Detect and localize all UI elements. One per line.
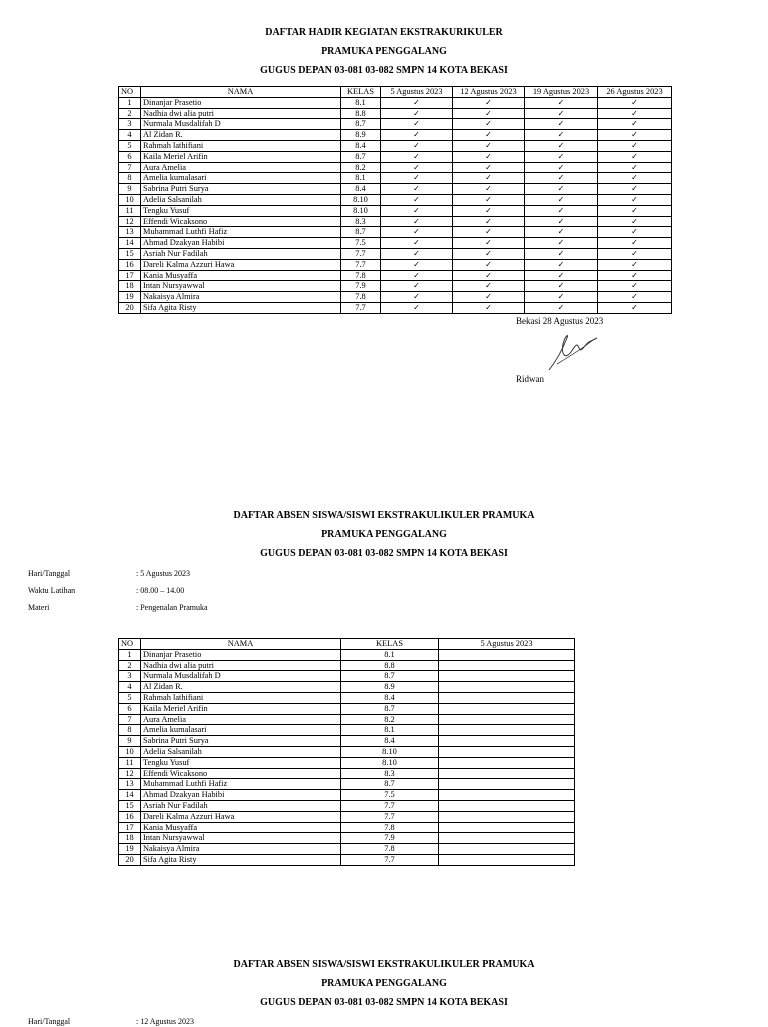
table-row: [119, 854, 575, 865]
table-row: [119, 173, 672, 184]
row-no: 8: [119, 173, 141, 184]
row-no: 14: [119, 238, 141, 249]
row-kelas: 8.4: [341, 140, 381, 151]
table-row: [119, 259, 672, 270]
table-row: [119, 811, 575, 822]
table-row: [119, 184, 672, 195]
row-kelas: 7.8: [341, 822, 439, 833]
row-no: 1: [119, 97, 141, 108]
doc2-waktu-value: : 08.00 – 14.00: [136, 586, 185, 595]
row-attendance-empty: [439, 768, 575, 779]
row-nama: Asriah Nur Fadilah: [141, 248, 341, 259]
row-nama: Dareli Kalma Azzuri Hawa: [141, 259, 341, 270]
row-attendance-empty: [439, 833, 575, 844]
row-nama: Asriah Nur Fadilah: [141, 800, 341, 811]
table-row: [119, 97, 672, 108]
table-row: [119, 281, 672, 292]
table-row: [119, 703, 575, 714]
check-icon: ✓: [381, 140, 453, 151]
table-row: [119, 119, 672, 130]
row-kelas: 8.1: [341, 649, 439, 660]
check-icon: ✓: [381, 108, 453, 119]
check-icon: ✓: [598, 151, 672, 162]
row-kelas: 8.7: [341, 119, 381, 130]
table-row: [119, 768, 575, 779]
doc3-title-line3: GUGUS DEPAN 03-081 03-082 SMPN 14 KOTA BEKASI: [260, 997, 508, 1008]
check-icon: ✓: [381, 205, 453, 216]
doc2-materi-label: Materi: [28, 603, 50, 612]
row-attendance-empty: [439, 703, 575, 714]
row-nama: Intan Nursyawwal: [141, 281, 341, 292]
row-kelas: 8.1: [341, 97, 381, 108]
header-date-3: 19 Agustus 2023: [525, 87, 598, 98]
row-no: 11: [119, 757, 141, 768]
row-attendance-empty: [439, 844, 575, 855]
row-no: 17: [119, 270, 141, 281]
row-nama: Sabrina Putri Surya: [141, 736, 341, 747]
row-no: 8: [119, 725, 141, 736]
check-icon: ✓: [453, 259, 525, 270]
check-icon: ✓: [381, 173, 453, 184]
doc2-title-line2: PRAMUKA PENGGALANG: [321, 529, 447, 540]
check-icon: ✓: [598, 216, 672, 227]
row-kelas: 8.9: [341, 130, 381, 141]
row-no: 16: [119, 811, 141, 822]
table-row: [119, 270, 672, 281]
row-nama: Muhammad Luthfi Hafiz: [141, 227, 341, 238]
table-row: [119, 692, 575, 703]
check-icon: ✓: [381, 151, 453, 162]
doc3-title-line1: DAFTAR ABSEN SISWA/SISWI EKSTRAKULIKULER PRAMUKA: [233, 959, 535, 970]
row-no: 3: [119, 119, 141, 130]
row-kelas: 8.2: [341, 162, 381, 173]
table-row: [119, 162, 672, 173]
check-icon: ✓: [598, 302, 672, 313]
row-attendance-empty: [439, 671, 575, 682]
check-icon: ✓: [598, 130, 672, 141]
check-icon: ✓: [453, 302, 525, 313]
row-kelas: 7.7: [341, 854, 439, 865]
row-kelas: 7.7: [341, 259, 381, 270]
check-icon: ✓: [525, 151, 598, 162]
row-nama: Al Zidan R.: [141, 130, 341, 141]
row-attendance-empty: [439, 822, 575, 833]
row-kelas: 8.3: [341, 216, 381, 227]
row-no: 13: [119, 779, 141, 790]
row-no: 19: [119, 292, 141, 303]
row-nama: Nurmala Musdalifah D: [141, 119, 341, 130]
check-icon: ✓: [525, 281, 598, 292]
check-icon: ✓: [525, 97, 598, 108]
row-kelas: 8.3: [341, 768, 439, 779]
check-icon: ✓: [381, 97, 453, 108]
row-kelas: 8.9: [341, 682, 439, 693]
row-no: 9: [119, 736, 141, 747]
row-no: 2: [119, 108, 141, 119]
row-kelas: 8.7: [341, 703, 439, 714]
row-no: 6: [119, 703, 141, 714]
row-no: 12: [119, 768, 141, 779]
row-kelas: 7.7: [341, 248, 381, 259]
check-icon: ✓: [525, 248, 598, 259]
row-nama: Al Zidan R.: [141, 682, 341, 693]
row-nama: Dinanjar Prasetio: [141, 97, 341, 108]
row-attendance-empty: [439, 811, 575, 822]
row-no: 17: [119, 822, 141, 833]
row-nama: Muhammad Luthfi Hafiz: [141, 779, 341, 790]
row-attendance-empty: [439, 692, 575, 703]
row-no: 19: [119, 844, 141, 855]
row-no: 6: [119, 151, 141, 162]
row-nama: Nakaisya Almira: [141, 844, 341, 855]
doc1-title-line3: GUGUS DEPAN 03-081 03-082 SMPN 14 KOTA BEKASI: [260, 65, 508, 76]
row-no: 2: [119, 660, 141, 671]
table-row: [119, 194, 672, 205]
row-no: 10: [119, 746, 141, 757]
row-no: 15: [119, 248, 141, 259]
row-nama: Kania Musyaffa: [141, 270, 341, 281]
table-row: [119, 292, 672, 303]
row-nama: Ahmad Dzakyan Habibi: [141, 790, 341, 801]
row-nama: Effendi Wicaksono: [141, 768, 341, 779]
row-nama: Ahmad Dzakyan Habibi: [141, 238, 341, 249]
row-nama: Adelia Salsanilah: [141, 746, 341, 757]
row-no: 14: [119, 790, 141, 801]
row-nama: Sifa Agita Risty: [141, 302, 341, 313]
header-date-1: 5 Agustus 2023: [439, 639, 575, 650]
check-icon: ✓: [525, 194, 598, 205]
row-nama: Aura Amelia: [141, 162, 341, 173]
header-kelas: KELAS: [341, 639, 439, 650]
check-icon: ✓: [453, 270, 525, 281]
check-icon: ✓: [381, 259, 453, 270]
row-nama: Nadhia dwi alia putri: [141, 108, 341, 119]
doc1-title-line1: DAFTAR HADIR KEGIATAN EKSTRAKURIKULER: [265, 27, 503, 38]
row-kelas: 8.7: [341, 779, 439, 790]
check-icon: ✓: [525, 162, 598, 173]
table-row: [119, 714, 575, 725]
row-kelas: 8.2: [341, 714, 439, 725]
doc2-hari-value: : 5 Agustus 2023: [136, 569, 191, 578]
doc3-hari-label: Hari/Tanggal: [28, 1017, 71, 1026]
signature-place-date: Bekasi 28 Agustus 2023: [516, 316, 604, 326]
table-row: [119, 130, 672, 141]
row-no: 20: [119, 302, 141, 313]
row-kelas: 7.9: [341, 281, 381, 292]
row-nama: Sifa Agita Risty: [141, 854, 341, 865]
row-no: 4: [119, 130, 141, 141]
row-kelas: 7.5: [341, 238, 381, 249]
header-no: NO: [119, 639, 141, 650]
check-icon: ✓: [598, 194, 672, 205]
row-no: 12: [119, 216, 141, 227]
check-icon: ✓: [598, 227, 672, 238]
row-kelas: 7.8: [341, 270, 381, 281]
row-no: 1: [119, 649, 141, 660]
check-icon: ✓: [525, 270, 598, 281]
header-nama: NAMA: [141, 87, 341, 98]
table-row: [119, 682, 575, 693]
table-row: [119, 671, 575, 682]
check-icon: ✓: [453, 238, 525, 249]
row-attendance-empty: [439, 649, 575, 660]
check-icon: ✓: [453, 119, 525, 130]
check-icon: ✓: [453, 281, 525, 292]
table-row: [119, 800, 575, 811]
row-kelas: 7.8: [341, 844, 439, 855]
check-icon: ✓: [453, 162, 525, 173]
row-no: 18: [119, 833, 141, 844]
attendance-table-1: [118, 86, 672, 314]
row-kelas: 8.10: [341, 194, 381, 205]
table-row: [119, 108, 672, 119]
row-kelas: 8.4: [341, 692, 439, 703]
check-icon: ✓: [453, 151, 525, 162]
row-nama: Effendi Wicaksono: [141, 216, 341, 227]
row-kelas: 8.8: [341, 108, 381, 119]
row-nama: Rahmah lathifiani: [141, 692, 341, 703]
check-icon: ✓: [598, 184, 672, 195]
doc2-title-line1: DAFTAR ABSEN SISWA/SISWI EKSTRAKULIKULER PRAMUKA: [233, 510, 535, 521]
doc3-hari-value: : 12 Agustus 2023: [136, 1017, 195, 1026]
check-icon: ✓: [453, 173, 525, 184]
check-icon: ✓: [381, 130, 453, 141]
check-icon: ✓: [381, 227, 453, 238]
check-icon: ✓: [525, 108, 598, 119]
row-attendance-empty: [439, 790, 575, 801]
row-attendance-empty: [439, 725, 575, 736]
row-nama: Tengku Yusuf: [141, 205, 341, 216]
row-attendance-empty: [439, 757, 575, 768]
row-no: 10: [119, 194, 141, 205]
row-no: 15: [119, 800, 141, 811]
check-icon: ✓: [453, 130, 525, 141]
row-nama: Aura Amelia: [141, 714, 341, 725]
table-row: [119, 227, 672, 238]
row-kelas: 8.1: [341, 725, 439, 736]
doc1-title-line2: PRAMUKA PENGGALANG: [321, 46, 447, 57]
row-kelas: 7.7: [341, 800, 439, 811]
signature-image: [543, 330, 603, 374]
header-date-1: 5 Agustus 2023: [381, 87, 453, 98]
doc2-title-line3: GUGUS DEPAN 03-081 03-082 SMPN 14 KOTA BEKASI: [260, 548, 508, 559]
row-attendance-empty: [439, 736, 575, 747]
table-row: [119, 746, 575, 757]
check-icon: ✓: [381, 238, 453, 249]
table-row: [119, 248, 672, 259]
check-icon: ✓: [453, 97, 525, 108]
check-icon: ✓: [453, 216, 525, 227]
row-nama: Intan Nursyawwal: [141, 833, 341, 844]
header-no: NO: [119, 87, 141, 98]
table-row: [119, 140, 672, 151]
check-icon: ✓: [381, 292, 453, 303]
check-icon: ✓: [525, 205, 598, 216]
row-kelas: 7.8: [341, 292, 381, 303]
row-kelas: 8.1: [341, 173, 381, 184]
row-nama: Kaila Meriel Arifin: [141, 151, 341, 162]
check-icon: ✓: [598, 292, 672, 303]
row-kelas: 7.9: [341, 833, 439, 844]
doc2-materi-value: : Pengenalan Pramuka: [136, 603, 208, 612]
row-nama: Nakaisya Almira: [141, 292, 341, 303]
check-icon: ✓: [525, 140, 598, 151]
check-icon: ✓: [598, 97, 672, 108]
check-icon: ✓: [525, 184, 598, 195]
table-row: [119, 736, 575, 747]
header-date-4: 26 Agustus 2023: [598, 87, 672, 98]
row-attendance-empty: [439, 714, 575, 725]
check-icon: ✓: [598, 270, 672, 281]
check-icon: ✓: [453, 184, 525, 195]
check-icon: ✓: [453, 205, 525, 216]
check-icon: ✓: [598, 173, 672, 184]
check-icon: ✓: [525, 259, 598, 270]
doc2-hari-label: Hari/Tanggal: [28, 569, 71, 578]
signer-name: Ridwan: [516, 374, 544, 384]
row-no: 13: [119, 227, 141, 238]
row-no: 4: [119, 682, 141, 693]
table-row: [119, 779, 575, 790]
header-nama: NAMA: [141, 639, 341, 650]
table-row: [119, 725, 575, 736]
row-nama: Sabrina Putri Surya: [141, 184, 341, 195]
check-icon: ✓: [381, 162, 453, 173]
check-icon: ✓: [453, 194, 525, 205]
row-kelas: 8.4: [341, 184, 381, 195]
attendance-table-2: [118, 638, 575, 866]
table-row: [119, 302, 672, 313]
row-nama: Tengku Yusuf: [141, 757, 341, 768]
row-no: 7: [119, 162, 141, 173]
row-kelas: 8.10: [341, 205, 381, 216]
check-icon: ✓: [453, 227, 525, 238]
row-kelas: 8.7: [341, 227, 381, 238]
row-attendance-empty: [439, 682, 575, 693]
table-row: [119, 757, 575, 768]
check-icon: ✓: [525, 130, 598, 141]
check-icon: ✓: [381, 194, 453, 205]
row-nama: Adelia Salsanilah: [141, 194, 341, 205]
check-icon: ✓: [381, 270, 453, 281]
header-date-2: 12 Agustus 2023: [453, 87, 525, 98]
check-icon: ✓: [525, 216, 598, 227]
check-icon: ✓: [381, 216, 453, 227]
row-no: 3: [119, 671, 141, 682]
check-icon: ✓: [598, 162, 672, 173]
row-nama: Rahmah lathifiani: [141, 140, 341, 151]
table-row: [119, 660, 575, 671]
table-row: [119, 844, 575, 855]
row-kelas: 8.8: [341, 660, 439, 671]
check-icon: ✓: [525, 302, 598, 313]
row-no: 16: [119, 259, 141, 270]
row-attendance-empty: [439, 854, 575, 865]
row-nama: Nadhia dwi alia putri: [141, 660, 341, 671]
check-icon: ✓: [381, 281, 453, 292]
table-row: [119, 822, 575, 833]
doc3-title-line2: PRAMUKA PENGGALANG: [321, 978, 447, 989]
check-icon: ✓: [598, 119, 672, 130]
header-kelas: KELAS: [341, 87, 381, 98]
row-attendance-empty: [439, 779, 575, 790]
table-row: [119, 216, 672, 227]
check-icon: ✓: [381, 248, 453, 259]
row-kelas: 7.5: [341, 790, 439, 801]
table-row: [119, 205, 672, 216]
check-icon: ✓: [381, 184, 453, 195]
check-icon: ✓: [598, 281, 672, 292]
row-no: 11: [119, 205, 141, 216]
row-kelas: 8.10: [341, 757, 439, 768]
row-attendance-empty: [439, 746, 575, 757]
doc2-waktu-label: Waktu Latihan: [28, 586, 76, 595]
check-icon: ✓: [525, 292, 598, 303]
row-nama: Nurmala Musdalifah D: [141, 671, 341, 682]
row-kelas: 8.4: [341, 736, 439, 747]
row-attendance-empty: [439, 800, 575, 811]
check-icon: ✓: [598, 259, 672, 270]
row-kelas: 7.7: [341, 302, 381, 313]
check-icon: ✓: [453, 108, 525, 119]
check-icon: ✓: [598, 140, 672, 151]
row-nama: Amelia kumalasari: [141, 173, 341, 184]
check-icon: ✓: [525, 227, 598, 238]
table-row: [119, 151, 672, 162]
check-icon: ✓: [525, 238, 598, 249]
table-row: [119, 833, 575, 844]
check-icon: ✓: [381, 302, 453, 313]
row-kelas: 8.7: [341, 151, 381, 162]
row-nama: Dinanjar Prasetio: [141, 649, 341, 660]
row-nama: Kaila Meriel Arifin: [141, 703, 341, 714]
row-attendance-empty: [439, 660, 575, 671]
check-icon: ✓: [453, 248, 525, 259]
table-row: [119, 238, 672, 249]
row-kelas: 7.7: [341, 811, 439, 822]
check-icon: ✓: [453, 140, 525, 151]
row-no: 7: [119, 714, 141, 725]
table-row: [119, 790, 575, 801]
row-nama: Kania Musyaffa: [141, 822, 341, 833]
check-icon: ✓: [598, 248, 672, 259]
row-no: 20: [119, 854, 141, 865]
check-icon: ✓: [598, 205, 672, 216]
row-no: 9: [119, 184, 141, 195]
row-nama: Dareli Kalma Azzuri Hawa: [141, 811, 341, 822]
row-no: 5: [119, 140, 141, 151]
row-no: 5: [119, 692, 141, 703]
check-icon: ✓: [453, 292, 525, 303]
table-row: [119, 649, 575, 660]
row-nama: Amelia kumalasari: [141, 725, 341, 736]
row-kelas: 8.7: [341, 671, 439, 682]
row-no: 18: [119, 281, 141, 292]
row-kelas: 8.10: [341, 746, 439, 757]
check-icon: ✓: [525, 173, 598, 184]
check-icon: ✓: [598, 238, 672, 249]
check-icon: ✓: [525, 119, 598, 130]
check-icon: ✓: [598, 108, 672, 119]
check-icon: ✓: [381, 119, 453, 130]
